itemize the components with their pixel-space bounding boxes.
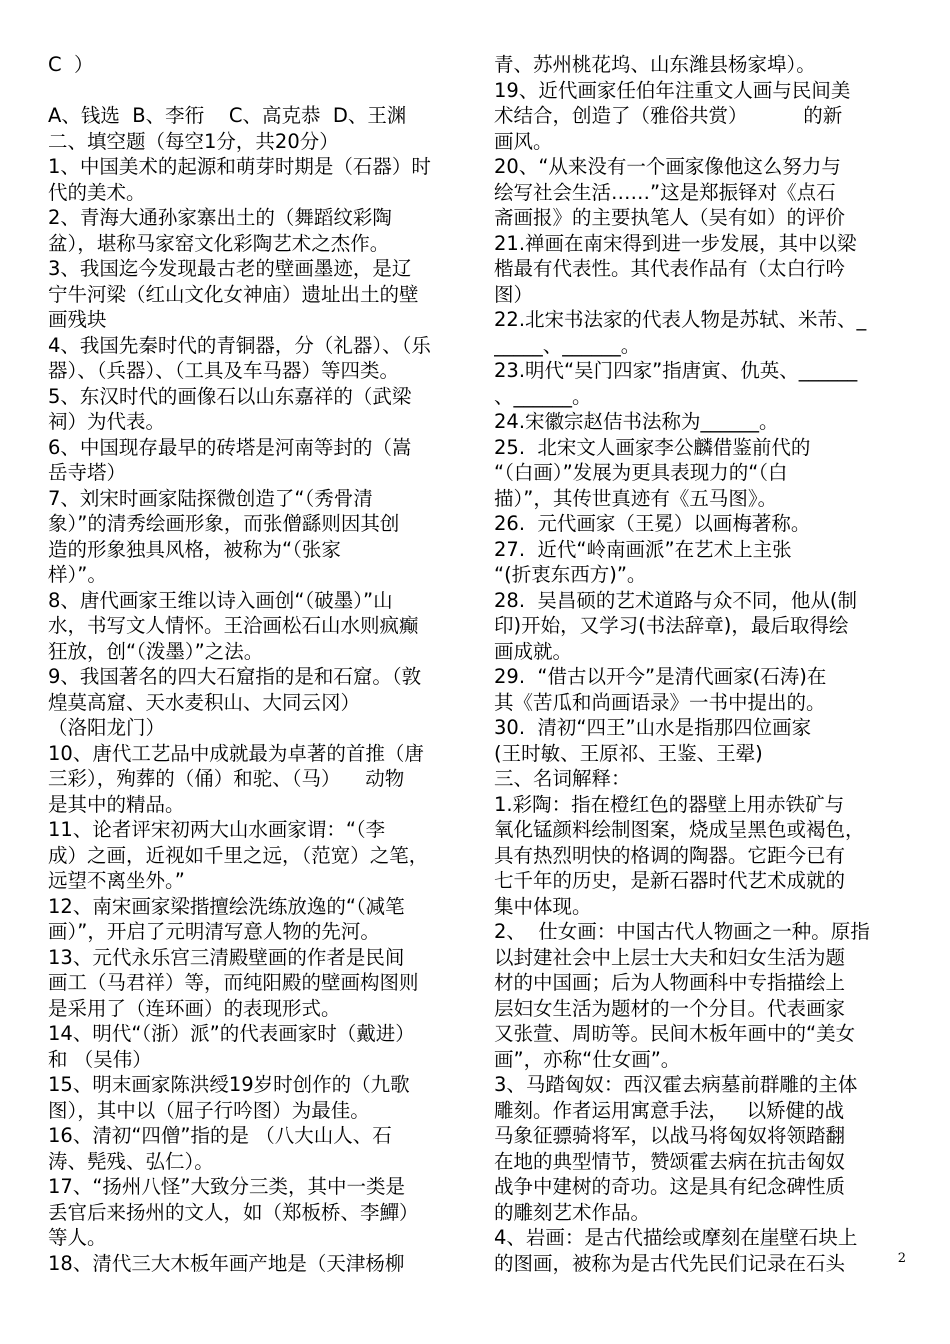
text-line: 图），其中以（屈子行吟图）为最佳。	[48, 1098, 370, 1122]
text-line: 23.明代“吴门四家”指唐寅、仇英、______	[494, 359, 858, 382]
text-line: 的雕刻艺术作品。	[494, 1200, 651, 1224]
text-line: 25. 北宋文人画家李公麟借鉴前代的	[494, 435, 811, 459]
text-line: 造的形象独具风格，被称为“（张家	[48, 537, 341, 561]
right-column	[494, 52, 908, 1276]
text-line: “（白画）”发展为更具表现力的“（白	[494, 461, 788, 484]
text-line: 1.彩陶：指在橙红色的器壁上用赤铁矿与	[494, 792, 845, 816]
text-line: A、钱选 B、李衎 C、高克恭 D、王渊	[48, 104, 407, 127]
page-number: 2	[897, 1251, 906, 1266]
text-line: 描）”，其传世真迹有《五马图》。	[494, 486, 778, 510]
text-line: (王时敏、王原祁、王鉴、王翚)	[494, 741, 763, 765]
text-line: 二、填空题（每空1分，共20分）	[48, 129, 339, 153]
text-line: 2、 仕女画：中国古代人物画之一种。原指	[494, 920, 870, 943]
text-line: 16、清初“四僧”指的是 （八大山人、石	[48, 1124, 392, 1147]
text-line	[48, 78, 462, 104]
text-line: 画成就。	[494, 639, 573, 663]
text-line: 2、青海大通孙家寨出土的（舞蹈纹彩陶	[48, 206, 392, 229]
text-line: 17、“扬州八怪”大致分三类，其中一类是	[48, 1175, 406, 1198]
text-line: 27. 近代“岭南画派”在艺术上主张	[494, 537, 792, 561]
text-line: 器）、（兵器）、（工具及车马器）等四类。	[48, 359, 400, 382]
text-line: 14、明代“（浙）派”的代表画家时（戴进）	[48, 1022, 415, 1045]
text-line: 5、东汉时代的画像石以山东嘉祥的（武梁	[48, 384, 412, 408]
text-line: 7、刘宋时画家陆探微创造了“（秀骨清	[48, 486, 373, 510]
text-line: 成）之画，近视如千里之远，（范宽）之笔，	[48, 843, 429, 867]
text-line: 22.北宋书法家的代表人物是苏轼、米芾、_	[494, 308, 867, 331]
text-line: 涛、髡残、弘仁）。	[48, 1149, 214, 1173]
text-line: 画）”，开启了元明清写意人物的先河。	[48, 920, 380, 943]
text-line: 画风。	[494, 129, 553, 153]
text-line: 狂放，创“（泼墨）”之法。	[48, 639, 264, 663]
text-line: 4、我国先秦时代的青铜器，分（礼器）、（乐	[48, 333, 431, 357]
text-line: 29. “借古以开今”是清代画家(石涛)在	[494, 665, 827, 688]
text-line: 15、明末画家陈洪绶19岁时创作的（九歌	[48, 1073, 410, 1096]
text-line: 马象征骠骑将军，以战马将匈奴将领踏翻	[494, 1124, 846, 1147]
text-line: 18、清代三大木板年画产地是（天津杨柳	[48, 1251, 405, 1275]
text-line: 丢官后来扬州的文人，如（郑板桥、李鱓）	[48, 1200, 419, 1224]
text-line: 28. 吴昌硕的艺术道路与众不同，他从(制	[494, 588, 858, 612]
text-line: 8、唐代画家王维以诗入画创“（破墨）”山	[48, 588, 393, 612]
text-line: 其《苦瓜和尚画语录》一书中提出的。	[494, 690, 826, 714]
text-line: _____、______。	[494, 333, 641, 357]
text-line: 24.宋徽宗赵佶书法称为______。	[494, 410, 779, 433]
text-line: 9、我国著名的四大石窟指的是和石窟。（敦	[48, 665, 422, 688]
text-line: 印)开始，又学习(书法辞章)，最后取得绘	[494, 614, 849, 637]
text-line: 代的美术。	[48, 180, 146, 204]
text-line: 水，书写文人情怀。王洽画松石山水则疯癫	[48, 614, 419, 637]
text-line: 三、名词解释：	[494, 767, 631, 790]
text-line: 宁牛河梁（红山文化女神庙）遗址出土的壁	[48, 282, 419, 306]
text-line: 画”，亦称“仕女画”。	[494, 1047, 681, 1071]
text-line: 又张萱、周昉等。民间木板年画中的“美女	[494, 1022, 856, 1045]
text-line: 和 （吴伟）	[48, 1047, 152, 1071]
text-line: 12、南宋画家梁揩擅绘洗练放逸的“（减笔	[48, 894, 405, 918]
text-line: 在地的典型情节，赞颂霍去病在抗击匈奴	[494, 1149, 846, 1173]
text-line: 30. 清初“四王”山水是指那四位画家	[494, 716, 812, 739]
text-line: 斋画报》的主要执笔人（吴有如）的评价	[494, 206, 846, 229]
text-line: 19、近代画家任伯年注重文人画与民间美	[494, 78, 851, 102]
text-line: 样）”。	[48, 563, 107, 586]
text-line: 的图画，被称为是古代先民们记录在石头	[494, 1251, 846, 1275]
text-line: 绘写社会生活……”这是郑振铎对《点石	[494, 180, 836, 204]
text-line: 26. 元代画家（王冕）以画梅著称。	[494, 512, 811, 535]
text-line: 图）	[494, 282, 534, 306]
text-line: 4、岩画：是古代描绘或摩刻在崖壁石块上	[494, 1226, 858, 1249]
text-line: 青、苏州桃花坞、山东潍县杨家埠）。	[494, 53, 816, 76]
text-line: C ）	[48, 53, 94, 76]
text-line: 煌莫高窟、天水麦积山、大同云冈）	[48, 690, 361, 714]
text-line: 画残块	[48, 308, 107, 331]
text-line: 氧化锰颜料绘制图案，烧成呈黑色或褐色，	[494, 818, 865, 841]
text-line: 战争中建树的奇功。这是具有纪念碑性质	[494, 1175, 846, 1198]
text-line: 七千年的历史，是新石器时代艺术成就的	[494, 869, 846, 892]
text-line: （洛阳龙门）	[48, 716, 166, 739]
text-line: 三彩），殉葬的（俑）和驼、（马） 动物	[48, 767, 405, 790]
text-line: 是采用了（连环画）的表现形式。	[48, 996, 341, 1020]
text-line: 13、元代永乐宫三清殿壁画的作者是民间	[48, 945, 405, 969]
text-line: 楷最有代表性。其代表作品有（太白行吟	[494, 257, 846, 280]
text-line: 1、中国美术的起源和萌芽时期是（石器）时	[48, 155, 431, 178]
text-line: 3、马踏匈奴：西汉霍去病墓前群雕的主体	[494, 1073, 858, 1096]
text-line: 3、我国迄今发现最古老的壁画墨迹，是辽	[48, 257, 412, 280]
text-line: 远望不离坐外。”	[48, 869, 185, 892]
text-line: 象）”的清秀绘画形象，而张僧繇则因其创	[48, 512, 400, 535]
text-line: 祠）为代表。	[48, 410, 166, 433]
left-column	[48, 52, 462, 1276]
text-line: 集中体现。	[494, 894, 592, 918]
text-line: 11、论者评宋初两大山水画家谓：“（李	[48, 818, 386, 841]
text-line: 是其中的精品。	[48, 792, 185, 816]
text-line: 等人。	[48, 1226, 107, 1249]
text-line: 6、中国现存最早的砖塔是河南等封的（嵩	[48, 435, 412, 459]
text-line: 10、唐代工艺品中成就最为卓著的首推（唐	[48, 741, 424, 765]
text-line: “(折衷东西方)”。	[494, 563, 647, 586]
text-line: 画工（马君祥）等，而纯阳殿的壁画构图则	[48, 971, 419, 994]
text-line: 雕刻。作者运用寓意手法， 以矫健的战	[494, 1098, 845, 1122]
text-line: 岳寺塔）	[48, 461, 127, 484]
text-line: 盆），堪称马家窑文化彩陶艺术之杰作。	[48, 231, 390, 255]
text-line: 20、“从来没有一个画家像他这么努力与	[494, 155, 841, 178]
text-line: 材的中国画；后为人物画科中专指描绘上	[494, 971, 846, 994]
text-line: 层妇女生活为题材的一个分目。代表画家	[494, 996, 846, 1020]
text-line: 、______。	[494, 384, 592, 408]
text-line: 具有热烈明快的格调的陶器。它距今已有	[494, 843, 846, 867]
text-line: 21.禅画在南宋得到进一步发展，其中以梁	[494, 231, 857, 255]
text-line: 术结合，创造了（雅俗共赏） 的新	[494, 104, 843, 127]
text-line: 以封建社会中上层士大夫和妇女生活为题	[494, 945, 846, 969]
